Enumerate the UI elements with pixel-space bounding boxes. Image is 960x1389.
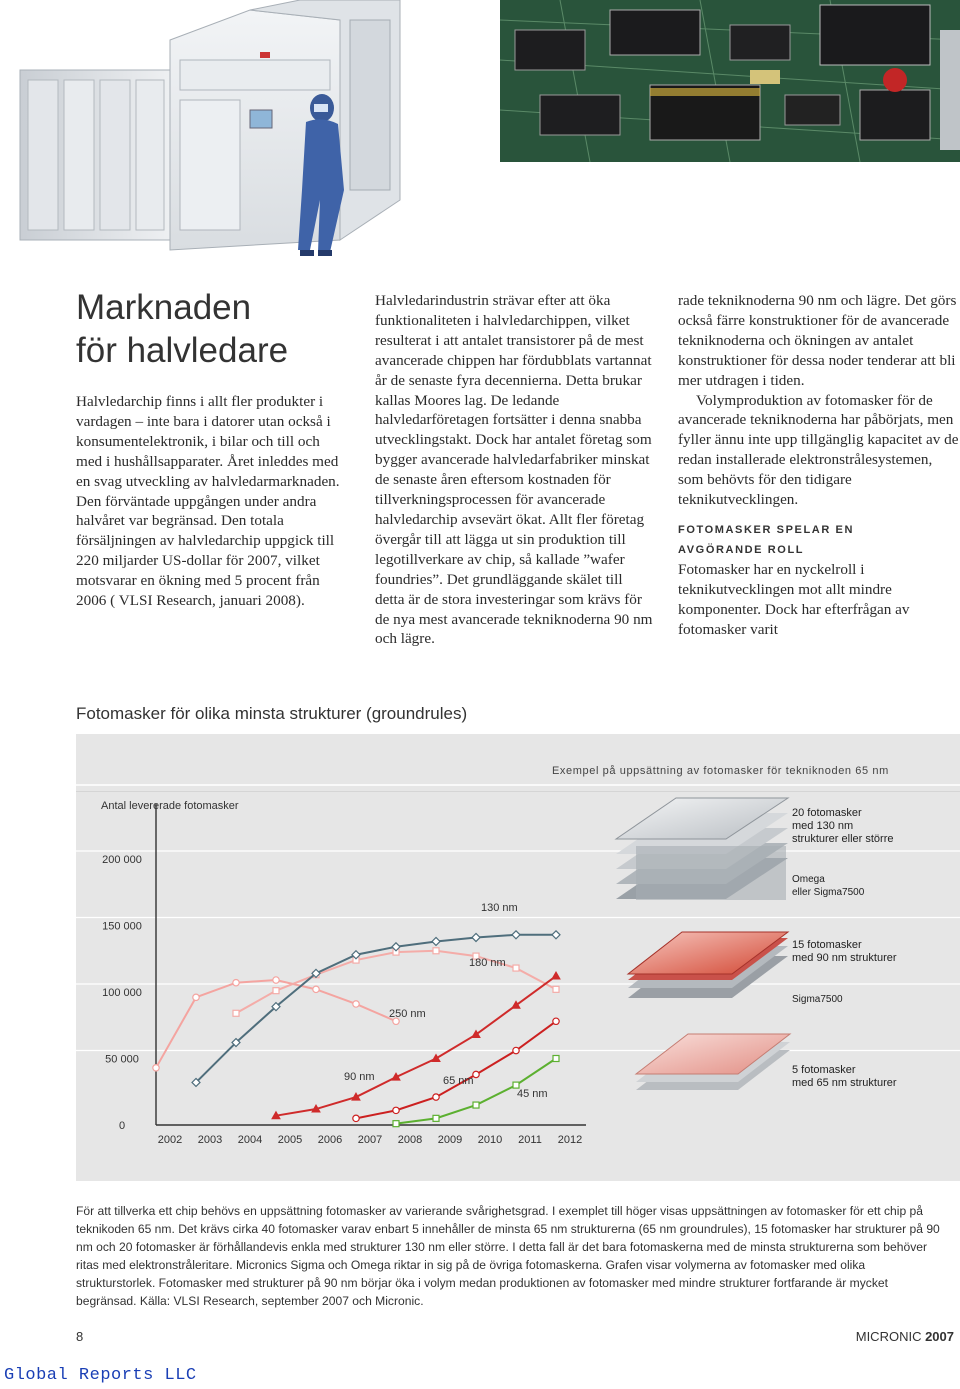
data-point	[433, 1115, 439, 1121]
data-point	[313, 986, 319, 992]
x-tick-label: 2009	[437, 1134, 463, 1146]
body-column-2	[375, 291, 655, 649]
stack-2-label-line-2: med 90 nm strukturer	[792, 952, 897, 964]
data-point	[233, 979, 239, 985]
data-point	[353, 1115, 359, 1121]
x-tick-label: 2011	[518, 1134, 542, 1146]
column-3-paragraph-1	[678, 291, 960, 391]
plot-top-rule	[76, 791, 960, 792]
photomask-stacks	[616, 798, 790, 1090]
series-label: 90 nm	[344, 1071, 375, 1083]
x-tick-label: 2008	[397, 1134, 423, 1146]
column-2-text: Halvledarindustrin strävar efter att öka funktionaliteten i halvledarchippen, vilket resulterat i att antalet transistorer på de mest avancerade chippen har fördubblats vartannat år de senaste fyra decennierna. Detta brukar kallas Moores lag. De ledande halvledarföretagen fortsätter i denna snabba utvecklingstakt. Dock har antalet företag som bygger avancerade halvledarfabriker minskat de senaste åren eftersom kostnaden för tillverkningsprocessen för avancerade halvledarchip avsevärt ökat. Allt fler företag övergår till att lägga ut sin produktion till legotillverkare av chip, så kallade ”wafer foundries”. Det grundläggande skälet till detta är de stora investeringar som krävs för de nya mest avancerade tekniknoderna 90 nm och lägre.	[375, 292, 653, 648]
stack-3-label-line-2: med 65 nm strukturer	[792, 1077, 897, 1089]
y-tick-label: 0	[118, 1120, 126, 1132]
x-tick-labels	[158, 1134, 582, 1146]
x-tick-label: 2004	[237, 1134, 263, 1146]
chart-caption: För att tillverka ett chip behövs en uppsättning fotomasker av varierande svårighetsgrad. I exemplet till höger visas uppsättningen av fotomasker för ett chip på teknikoden 65 nm. Det krävs cirka 40 fotomasker varav enbart 5 innehåller de minsta 65 nm strukturerna (65 nm groundrules), 15 fotomasker har strukturer på 90 nm och 20 fotomasker är förhållandevis enkla med strukturer 130 nm eller större. I detta fall är det bara fotomaskerna med de minsta strukturerna som behöver ritas med elektronstråleritare. Micronics Sigma och Omega riktar in sig på de övriga fotomaskerna. Grafen visar volymerna av fotomasker med olika strukturstorlek. Fotomasker med strukturer på 90 nm börjar öka i volym medan produktionen av fotomasker med mindre strukturer fortfarande är mycket begränsad. Källa: VLSI Research, september 2007 och Micronic.	[76, 1204, 940, 1308]
column-3-paragraph-1-body: Det görs också färre konstruktioner för de avancerade tekniknoderna och ökningen av antalet konstruktioner för dessa noder tenderar att bli mer utdragen i tiden.	[678, 292, 957, 389]
cleanroom-machine-photo	[0, 0, 436, 270]
series-65-nm	[353, 1018, 559, 1121]
y-tick-labels	[102, 854, 142, 1132]
data-point	[432, 1055, 440, 1062]
column-3-subheading	[678, 520, 960, 560]
example-set-label: Exempel på uppsättning av fotomasker för tekniknoden 65 nm	[552, 765, 889, 777]
data-point	[553, 1056, 559, 1062]
headline-line-2: för halvledare	[76, 331, 289, 370]
data-point	[473, 1071, 479, 1077]
data-point	[433, 1094, 439, 1100]
data-point	[553, 1018, 559, 1024]
data-point	[273, 977, 279, 983]
data-point	[273, 988, 279, 994]
column-1-text: Halvledarchip finns i allt fler produkter i vardagen – inte bara i datorer utan också i konsumentelektronik, i bilar och till och med i hushållsapparater. Året inleddes med en svag utveckling av halvledarmarknaden. Den förväntade uppgången under andra halvåret var begränsad. Den totala försäljningen av halvledarchip uppgick till 220 miljarder US-dollar för 2007, vilket motsvarar en ökning med 5 procent från 2006 ( VLSI Research, januari 2008).	[76, 393, 340, 610]
series-label: 180 nm	[469, 957, 506, 969]
body-column-1	[76, 392, 346, 611]
series-label: 45 nm	[517, 1088, 548, 1100]
photomask-stack-grey	[616, 798, 788, 900]
body-column-3	[678, 291, 960, 640]
stack-1-system-line-1: Omega	[792, 874, 825, 885]
stack-3-label-line-1: 5 fotomasker	[792, 1064, 856, 1076]
watermark-text: Global Reports LLC	[4, 1366, 197, 1385]
photomask-stack-pink	[636, 1034, 790, 1090]
series-label: 130 nm	[481, 902, 518, 914]
stack-1-label-line-2: med 130 nm	[792, 820, 854, 832]
x-tick-label: 2012	[557, 1134, 583, 1146]
x-tick-label: 2002	[157, 1134, 183, 1146]
circuit-board-photo	[500, 0, 960, 162]
page-number: 8	[76, 1329, 84, 1344]
x-tick-label: 2010	[477, 1134, 503, 1146]
data-point	[513, 1047, 519, 1053]
data-point	[552, 931, 560, 939]
series-label: 250 nm	[389, 1008, 426, 1020]
series-line	[356, 1021, 556, 1118]
series-label: 65 nm	[443, 1075, 474, 1087]
chart-panel	[76, 734, 960, 1181]
photomask-stack-red	[628, 932, 788, 998]
data-point	[512, 931, 520, 939]
stack-1-label-line-1: 20 fotomasker	[792, 807, 862, 819]
subheading-line-2: AVGÖRANDE ROLL	[678, 543, 805, 556]
x-tick-label: 2007	[357, 1134, 383, 1146]
column-3-paragraph-3: Fotomasker har en nyckelroll i teknikutvecklingen mot allt mindre komponenter. Dock har efterfrågan av fotomasker varit	[678, 560, 910, 638]
chart-title: Fotomasker för olika minsta strukturer (groundrules)	[76, 704, 468, 723]
brand-name: MICRONIC	[855, 1329, 922, 1344]
stack-1-label-line-3: strukturer eller större	[792, 833, 894, 845]
page-headline	[76, 286, 336, 372]
column-3-paragraph-1-head: rade tekniknoderna 90 nm och lägre.	[678, 292, 901, 309]
y-tick-label: 100 000	[102, 987, 142, 999]
data-point	[473, 1102, 479, 1108]
data-point	[233, 1010, 239, 1016]
data-point	[432, 937, 440, 945]
y-tick-label: 50 000	[105, 1053, 139, 1066]
stack-2-system: Sigma7500	[792, 994, 843, 1005]
stack-1-system-line-2: eller Sigma7500	[792, 887, 865, 898]
y-tick-label: 200 000	[102, 854, 142, 866]
brand-year: 2007	[925, 1329, 954, 1344]
series-line	[276, 976, 556, 1116]
data-point	[553, 986, 559, 992]
data-point	[393, 1107, 399, 1113]
data-point	[353, 1001, 359, 1007]
data-point	[153, 1065, 159, 1071]
series-130-nm	[192, 931, 560, 1087]
data-point	[513, 965, 519, 971]
stack-2-label-line-1: 15 fotomasker	[792, 939, 862, 951]
x-tick-label: 2005	[277, 1134, 303, 1146]
data-point	[552, 972, 560, 979]
stack-labels	[792, 807, 897, 1089]
data-point	[393, 1121, 399, 1127]
x-tick-label: 2003	[197, 1134, 223, 1146]
data-point	[193, 994, 199, 1000]
data-point	[472, 933, 480, 941]
data-point	[433, 948, 439, 954]
headline-line-1: Marknaden	[76, 288, 252, 327]
column-3-paragraph-2: Volymproduktion av fotomasker för de avancerade tekniknoderna har påbörjats, men fyller ännu inte upp tillgänglig kapacitet av de redan installerade elektronstrålesystemen, som behövts för den tidigare teknikutvecklingen.	[678, 391, 959, 509]
y-axis-label: Antal levererade fotomasker	[101, 800, 239, 812]
subheading-line-1: FOTOMASKER SPELAR EN	[678, 523, 855, 536]
chart-svg	[76, 734, 960, 1181]
y-tick-label: 150 000	[102, 920, 142, 933]
brand-footer	[856, 1329, 954, 1344]
x-tick-label: 2006	[317, 1134, 343, 1146]
